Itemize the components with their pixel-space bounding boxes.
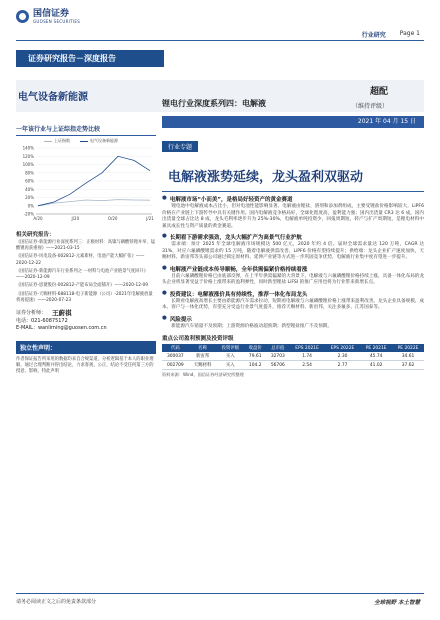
analyst-name: 王蔚祺 (52, 309, 72, 318)
table-cell: 300037 (162, 352, 189, 361)
table-cell: 2.77 (325, 361, 360, 370)
bullet-marker-icon: ● (162, 195, 167, 201)
disclosure-text: 作者保证报告所采用的数据均来自合规渠道，分析逻辑基于本人的职业理解，通过合理判断并得出结论，力求客观、公正，结论不受任何第三方的授意、影响，特此声明 (16, 356, 154, 374)
y-tick-label: 140% (22, 146, 34, 151)
header-rule (16, 40, 424, 41)
bullet-section (162, 195, 424, 230)
bullet-heading: 投资建议：电解液涨价具有持续性，推荐一体化布局龙头 (169, 291, 308, 298)
table-header-row (162, 344, 424, 352)
y-tick-label: 60% (25, 178, 34, 184)
footer-rule (16, 593, 424, 594)
bullet-marker-icon: ● (162, 233, 167, 239)
legend-label: 电气设备新能源 (90, 138, 118, 143)
table-row (162, 361, 424, 370)
table-header-cell: EPS 2021E (289, 344, 324, 352)
trend-chart-svg (16, 146, 156, 224)
table-cell: 1.74 (289, 352, 324, 361)
legend-item-index (44, 138, 70, 144)
table-cell: 37.62 (392, 361, 424, 370)
y-tick-label: 120% (22, 153, 34, 159)
table-cell: 买入 (216, 352, 244, 361)
table-cell: 34.61 (392, 352, 424, 361)
related-item[interactable]: 《国信证券-风电设备-002812-元素新材，电池产能大幅扩张》——2020-12-22 (16, 254, 145, 266)
bullet-heading: 风险提示 (169, 316, 192, 323)
table-cell: 104.2 (244, 361, 266, 370)
chart-label: 一年该行业与上证综指走势比较 (16, 124, 156, 136)
table-header-cell: PE 2021E (360, 344, 392, 352)
table-header-cell: 代码 (162, 344, 189, 352)
rating-previous: （维持评级） (351, 103, 388, 110)
category-bar: 证券研究报告－深度报告 (16, 50, 164, 67)
analyst-label: 证券分析师： (16, 310, 47, 317)
table-cell: 41.02 (360, 361, 392, 370)
table-row (162, 352, 424, 361)
bullet-section (162, 315, 424, 331)
logo-name: 国信证券 (33, 9, 70, 19)
forecast-table (162, 344, 424, 370)
footer-slogan: 全球视野 本土智慧 (374, 600, 420, 606)
table-header-cell: 名称 (189, 344, 217, 352)
y-tick-label: 20% (25, 195, 34, 200)
table-cell: 2.54 (289, 361, 324, 370)
bullet-body: 新能源汽车销量不及预期；上游资源价格波动超预期；新型锂盐推广不及预期。 (171, 323, 332, 329)
legend-item-sector (80, 138, 118, 144)
brand-logo (16, 9, 80, 24)
legend-label: 上证指数 (54, 138, 70, 143)
analyst-tel: 电话：021-60875172 (16, 317, 68, 324)
bullet-section (162, 290, 424, 312)
bullet-heading: 电解液产业链成本传导顺畅，全年供需偏紧价格持续看涨 (169, 266, 308, 273)
main-title: 电解液涨势延续，龙头盈利双驱动 (168, 170, 364, 185)
table-source: 资料来源：Wind、国信证券经济研究所整理 (162, 372, 244, 377)
disclosure-title: 独立性声明： (16, 341, 156, 354)
rating: 超配 (369, 87, 388, 97)
related-item[interactable]: 《国信证券-新能源汽车行业系列之一-材料与电池产业链景气度回升》——2020-12-09 (16, 268, 149, 281)
x-tick-label: O/20 (107, 216, 118, 221)
bullet-marker-icon: ● (162, 289, 167, 296)
table-title: 重点公司盈利预测及投资评级 (162, 336, 234, 342)
bullet-heading: 电解液市场“小而美”，是格局好轻资产的黄金赛道 (169, 197, 293, 203)
y-tick-label: 40% (25, 186, 34, 192)
table-header-cell: 收盘价 (244, 344, 266, 352)
y-tick-label: 80% (25, 170, 34, 176)
page-number: Page 1 (399, 30, 420, 37)
bullet-body: 目前六氟磷酸锂价格已由底部反弹，在上半年供需偏紧的大背景下，电解液与六氟磷酸锂价格持续上涨，具备一体化布局的龙头企业将显著受益于价格上涨带来的盈利弹性，同时新型锂盐 LiFSI 的推广应用也将为行业带来新增长点。 (162, 273, 424, 285)
analyst-block (16, 310, 156, 333)
left-column (16, 124, 156, 375)
x-tick-label: A/20 (33, 216, 43, 221)
footer-disclaimer: 请务必阅读正文之后的免责条款部分 (16, 599, 97, 605)
bullet-section (162, 265, 424, 287)
bullet-marker-icon: ● (162, 264, 167, 271)
bullet-body: 需求端：预计 2025 年全球电解液市场规模达 500 亿元，2020 年约 4 倍。届时全球需求量达 120 万吨，CAGR 达 31%，对应六氟磷酸锂需求约 15 万吨，随着电解液供需改善，LiPF6 价格有望持续提升；供给端：龙头企业扩产速度加快，天赐材料、新宙邦等头部公司通过锁定原材料、延伸产业链等方式进一步巩固竞争优势，电解液行业集中度有望进一步提升。 (162, 242, 424, 260)
series-line (38, 200, 150, 206)
table-header-cell: PE 2022E (392, 344, 424, 352)
report-type: 行业研究 (361, 32, 386, 39)
table-cell: 买入 (216, 361, 244, 370)
table-cell: 32703 (266, 352, 289, 361)
trend-chart (16, 146, 156, 224)
table-cell: 新宙邦 (189, 352, 217, 361)
y-tick-label: 0% (27, 203, 34, 209)
bullet-body: 长期看电解液高增长主要由新能源汽车需求拉动，短期看电解液与六氟磷酸锂价格上涨带来盈利改善。龙头企业具备规模、成本、客户与一体化优势，有望充分受益行业景气度提升，推荐天赐材料、新宙邦，关注多氟多、江苏国泰等。 (162, 298, 424, 310)
y-tick-label: -20% (23, 211, 34, 217)
header-meta (362, 30, 420, 39)
industry-subject: 电气设备新能源 (18, 92, 88, 103)
guosen-logo-icon (16, 10, 29, 23)
bullet-marker-icon: ● (162, 314, 167, 321)
table-header-cell: 总市值 (266, 344, 289, 352)
logo-sub: GUOSEN SECURITIES (33, 19, 81, 24)
bullet-heading: 长期看下游需求强劲，龙头大幅扩产为高景气行业护航 (169, 235, 302, 241)
table-cell: 天赐材料 (189, 361, 217, 370)
table-cell: 002709 (162, 361, 189, 370)
report-date: 2021 年 04 月 15 日 (162, 116, 424, 128)
y-tick-label: 100% (22, 162, 34, 167)
x-tick-label: J/21 (146, 216, 154, 221)
related-item[interactable]: 《国信证券-恩捷股份-002812-产能布局全面铺开》——2020-12-09 (16, 283, 148, 289)
related-item[interactable]: 《国信证券-天赐材料-688118-电子新能源（公司）-2021年电解液放量将再提速》——2020-07-23 (16, 291, 153, 303)
main-column (162, 134, 424, 378)
bullet-section (162, 233, 424, 262)
related-title: 相关研究报告： (16, 232, 55, 238)
table-cell: 56706 (266, 361, 289, 370)
related-item[interactable]: 《国信证券-新能源行业深度系列三：正极材料：高镍与磷酸铁锂并举，锰酸锂再获重视》——2021-03-15 (16, 240, 156, 252)
table-cell: 79.61 (244, 352, 266, 361)
table-header-cell: EPS 2022E (325, 344, 360, 352)
x-tick-label: J/20 (71, 216, 80, 221)
topic-tag: 行业专题 (162, 141, 198, 152)
report-title: 锂电行业深度系列四：电解液 (162, 99, 266, 108)
table-cell: 45.74 (360, 352, 392, 361)
chart-legend (16, 138, 156, 144)
table-cell: 2.30 (325, 352, 360, 361)
analyst-email[interactable]: E-MAIL：wanliming@guosen.com.cn (16, 325, 107, 332)
table-header-cell: 投资评级 (216, 344, 244, 352)
title-rule (162, 191, 424, 192)
related-list (16, 240, 156, 304)
bullet-body: 锂电池中电解液成本占比小，但对电池性能影响显著。电解液由锂盐、溶剂和添加剂组成，主要受锂盐价格影响较大，LiPF6 价格在产业链上下游传导中具有关键作用。国内电解液竞争格局好，全球化程度高，盈利能力强；国内出货量 CR3 达 6 成，国内出货量全球占比达 8 成，龙头毛利率逐步升为 25%-30%，电解液单吨投资少，回报周期短，转产与扩产周期短，是锂电材料中兼具成长性与资产质量的黄金赛道。 (162, 204, 424, 229)
